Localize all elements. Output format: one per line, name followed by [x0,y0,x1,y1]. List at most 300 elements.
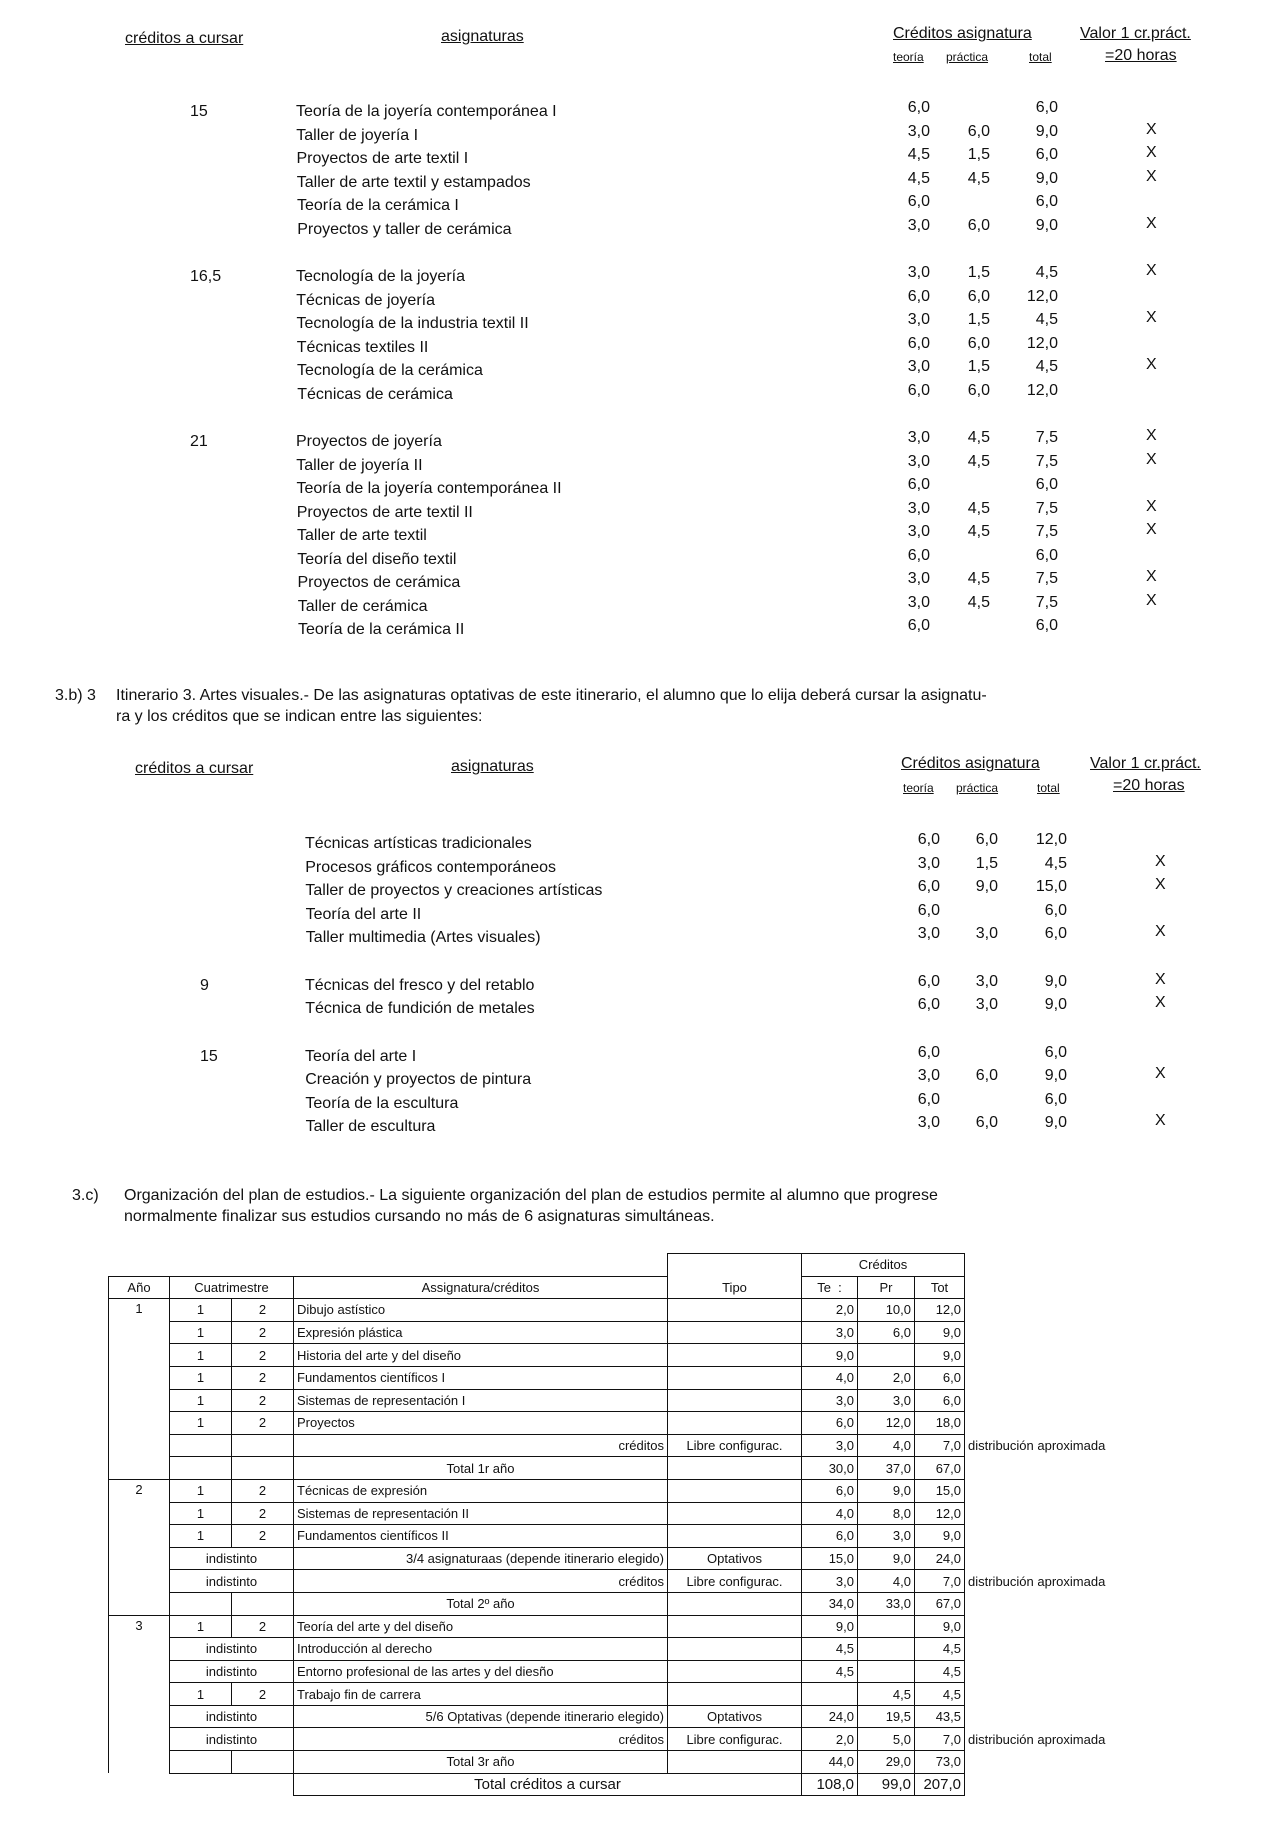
cell-cuatrimestre-1: 1 [170,1321,232,1344]
practica-mark: X [1146,120,1157,138]
table-row [109,1660,1155,1683]
subject-name: Técnicas artísticas tradicionales [305,835,532,852]
cell-note: distribución aproximada [968,1573,1106,1589]
subject-teoria: 3,0 [907,523,930,540]
subject-total: 7,5 [1035,523,1058,540]
practica-mark: X [1146,427,1157,444]
practica-mark: X [1146,167,1157,185]
subject-total: 15,0 [1035,878,1067,895]
cell-asignatura: Sistemas de representación II [294,1502,668,1525]
header-horas: =20 horas [1105,47,1177,64]
cell-cuatrimestre-2 [232,1434,294,1457]
cell-pr: 33,0 [858,1592,915,1615]
grand-total-row [109,1773,1155,1796]
subject-total: 4,5 [1035,311,1058,328]
subject-total: 9,0 [1035,122,1058,140]
subject-name: Taller multimedia (Artes visuales) [305,929,541,946]
subject-teoria: 3,0 [907,216,930,234]
cell-cuatrimestre-2 [232,1457,294,1480]
subject-teoria: 3,0 [907,570,930,587]
subject-practica: 4,5 [967,499,990,517]
cell-asignatura: 3/4 asignaturaas (depende itinerario elegido) [294,1547,668,1570]
cell-cuatrimestre-1: 1 [170,1615,232,1638]
header-practica: práctica [946,50,989,64]
subject-teoria: 3,0 [917,854,940,872]
group-credits: 15 [190,103,208,120]
practica-mark: X [1146,591,1157,609]
cell-cuatrimestre-1: 1 [170,1525,232,1548]
subject-practica: 4,5 [967,523,990,540]
cell-pr: 9,0 [858,1547,915,1570]
cell-tipo [668,1412,802,1435]
subject-name: Taller de proyectos y creaciones artísticas [305,882,603,899]
cell-tipo [668,1615,802,1638]
cell-asignatura: Entorno profesional de las artes y del diesño [294,1660,668,1683]
subject-total: 12,0 [1035,831,1067,848]
group-credits: 16,5 [190,268,222,285]
cell-pr [858,1660,915,1683]
cell-anio: 2 [109,1479,170,1502]
cell-note [965,1525,1155,1548]
table-header-row-creditos [109,1254,1155,1277]
cell-tipo [668,1389,802,1412]
cell-note: distribución aproximada [968,1438,1106,1454]
cell-note [965,1366,1155,1389]
header2-asignaturas: asignaturas [451,758,534,775]
cell-pr: 37,0 [858,1457,915,1480]
subject-total: 7,5 [1035,499,1058,517]
subject-name: Técnicas de joyería [296,291,435,309]
cell-note [965,1592,1155,1615]
cell-asignatura: Historia del arte y del diseño [294,1344,668,1367]
table-row [109,1299,1155,1322]
subject-teoria: 3,0 [907,358,930,375]
cell-anio [109,1570,170,1593]
cell-cuatrimestre: indistinto [170,1660,294,1683]
cell-tot: 73,0 [915,1751,965,1774]
table-row [109,1683,1155,1706]
cell-note [965,1412,1155,1435]
cell-tot: 9,0 [915,1615,965,1638]
subject-teoria: 4,5 [907,146,930,163]
subject-teoria: 3,0 [907,264,930,281]
subject-teoria: 6,0 [917,878,940,895]
cell-anio [109,1705,170,1728]
cell-cuatrimestre-2: 2 [232,1321,294,1344]
cell-asignatura: Técnicas de expresión [294,1479,668,1502]
cell-tipo [668,1479,802,1502]
cell-cuatrimestre-1: 1 [170,1299,232,1322]
cell-cuatrimestre-1: 1 [170,1389,232,1412]
cell-anio [109,1660,170,1683]
cell-asignatura: Sistemas de representación I [294,1389,668,1412]
practica-mark: X [1146,450,1157,468]
cell-asignatura: créditos [294,1434,668,1457]
cell-cuatrimestre-2: 2 [232,1389,294,1412]
subject-total: 9,0 [1044,996,1067,1013]
subject-total: 4,5 [1035,264,1058,281]
cell-tipo: Libre configurac. [668,1728,802,1751]
subject-total: 7,5 [1035,429,1058,446]
cell-asignatura: Fundamentos científicos II [294,1525,668,1548]
cell-te: 6,0 [802,1412,858,1435]
practica-mark: X [1155,1112,1166,1129]
cell-tipo [668,1299,802,1322]
cell-note [965,1751,1155,1774]
cell-tot: 7,0 [915,1728,965,1751]
practica-mark: X [1155,876,1166,893]
subject-teoria: 4,5 [907,169,930,187]
cell-anio: 1 [109,1299,170,1322]
cell-tot: 7,0 [915,1434,965,1457]
cell-note [965,1502,1155,1525]
table-row [109,1344,1155,1367]
cell-tipo: Libre configurac. [668,1434,802,1457]
cell-note [965,1457,1155,1480]
subject-total: 6,0 [1044,1043,1067,1061]
cell-tot: 9,0 [915,1344,965,1367]
cell-te: 3,0 [802,1321,858,1344]
subject-name: Proyectos y taller de cerámica [297,220,512,238]
cell-asignatura: Expresión plástica [294,1321,668,1344]
cell-pr: 19,5 [858,1705,915,1728]
cell-tot: 7,0 [915,1570,965,1593]
cell-note [965,1547,1155,1570]
cell-te: 4,0 [802,1502,858,1525]
practica-mark: X [1155,923,1166,940]
subject-teoria: 3,0 [907,499,930,517]
cell-te: 2,0 [802,1299,858,1322]
group-credits: 21 [190,433,208,450]
header2-creditos-a-cursar: créditos a cursar [135,760,254,777]
cell-anio [109,1389,170,1412]
cell-anio [109,1638,170,1661]
table-row [109,1547,1155,1570]
subject-name: Técnicas textiles II [296,338,429,356]
cell-cuatrimestre-2: 2 [232,1299,294,1322]
subject-total: 6,0 [1035,146,1058,163]
cell-note [965,1660,1155,1683]
subject-teoria: 3,0 [917,1067,940,1084]
section-3c-label: 3.c) [72,1187,99,1204]
subject-total: 6,0 [1044,1090,1067,1108]
cell-asignatura: Dibujo astístico [294,1299,668,1322]
header2-total: total [1037,781,1060,795]
cell-te: 6,0 [802,1479,858,1502]
cell-note [965,1479,1155,1502]
subject-teoria: 6,0 [907,546,930,564]
cell-te: 2,0 [802,1728,858,1751]
cell-asignatura: Fundamentos científicos I [294,1366,668,1389]
cell-tipo: Optativos [668,1547,802,1570]
cell-note [965,1389,1155,1412]
subject-name: Teoría de la joyería contemporánea II [296,480,562,497]
grand-total-label: Total créditos a cursar [294,1773,802,1796]
cell-note [965,1344,1155,1367]
cell-anio [109,1592,170,1615]
cell-cuatrimestre-2: 2 [232,1683,294,1706]
col-anio: Año [109,1276,170,1299]
col-te: Te : [802,1276,858,1299]
subject-total: 6,0 [1044,901,1067,919]
cell-cuatrimestre-2: 2 [232,1525,294,1548]
subject-name: Teoría de la cerámica I [297,197,459,214]
cell-pr: 3,0 [858,1525,915,1548]
cell-pr: 4,0 [858,1434,915,1457]
subject-total: 6,0 [1044,925,1067,942]
cell-anio [109,1728,170,1751]
cell-cuatrimestre-1: 1 [170,1344,232,1367]
cell-cuatrimestre: indistinto [170,1638,294,1661]
cell-cuatrimestre-1: 1 [170,1479,232,1502]
subject-name: Taller de cerámica [297,597,428,615]
subject-practica: 6,0 [975,1067,998,1084]
cell-tot: 4,5 [915,1660,965,1683]
cell-te: 4,0 [802,1366,858,1389]
cell-tipo [668,1366,802,1389]
table-row [109,1412,1155,1435]
cell-pr: 9,0 [858,1479,915,1502]
practica-mark: X [1146,144,1157,161]
subject-name: Taller de joyería II [296,456,423,474]
subject-name: Teoría de la cerámica II [298,621,465,638]
section-3c-line2: normalmente finalizar sus estudios cursando no más de 6 asignaturas simultáneas. [124,1208,715,1225]
cell-anio [109,1751,170,1774]
header-creditos-asignatura: Créditos asignatura [893,25,1032,42]
cell-tot: 6,0 [915,1389,965,1412]
subject-name: Técnicas de cerámica [297,385,453,403]
cell-pr [858,1638,915,1661]
table-row [109,1479,1155,1502]
practica-mark: X [1146,262,1157,279]
subject-name: Proyectos de cerámica [297,574,461,591]
cell-tipo: Optativos [668,1705,802,1728]
practica-mark: X [1155,852,1166,870]
cell-cuatrimestre-2: 2 [232,1412,294,1435]
cell-tot: 18,0 [915,1412,965,1435]
table-row [109,1728,1155,1751]
cell-anio [109,1321,170,1344]
cell-asignatura: Trabajo fin de carrera [294,1683,668,1706]
cell-cuatrimestre: indistinto [170,1547,294,1570]
cell-anio [109,1412,170,1435]
subject-total: 9,0 [1044,1067,1067,1084]
subject-name: Taller de joyería I [296,126,419,144]
subject-teoria: 6,0 [907,99,930,116]
subject-name: Proyectos de joyería [296,433,442,450]
cell-pr [858,1344,915,1367]
subject-practica: 1,5 [967,264,990,281]
subject-total: 6,0 [1035,99,1058,116]
subject-practica: 6,0 [967,334,990,352]
table-header-row [109,1276,1155,1299]
cell-anio [109,1457,170,1480]
cell-tot: 43,5 [915,1705,965,1728]
subject-total: 6,0 [1035,617,1058,634]
subject-practica: 9,0 [975,878,998,895]
subject-total: 6,0 [1035,193,1058,210]
section-3b-line2: ra y los créditos que se indican entre las siguientes: [116,708,483,725]
cell-cuatrimestre-1 [170,1457,232,1480]
subject-total: 12,0 [1026,334,1058,352]
cell-cuatrimestre: indistinto [170,1705,294,1728]
cell-pr: 12,0 [858,1412,915,1435]
header2-practica: práctica [956,781,999,795]
cell-cuatrimestre-1: 1 [170,1683,232,1706]
subject-total: 9,0 [1044,1114,1067,1131]
table-row [109,1638,1155,1661]
cell-tot: 6,0 [915,1366,965,1389]
cell-tot: 67,0 [915,1457,965,1480]
practica-mark: X [1155,1065,1166,1082]
header-total: total [1029,50,1052,64]
cell-te: 4,5 [802,1660,858,1683]
table-row [109,1592,1155,1615]
table-row [109,1366,1155,1389]
cell-pr: 4,5 [858,1683,915,1706]
subject-name: Teoría del diseño textil [297,550,457,568]
subject-teoria: 6,0 [917,972,940,990]
cell-cuatrimestre-1: 1 [170,1502,232,1525]
cell-total-label: Total 1r año [294,1457,668,1480]
subject-practica: 6,0 [967,122,990,140]
cell-note [965,1705,1155,1728]
subject-name: Procesos gráficos contemporáneos [305,858,556,876]
cell-cuatrimestre-2: 2 [232,1344,294,1367]
cell-pr: 5,0 [858,1728,915,1751]
cell-cuatrimestre: indistinto [170,1570,294,1593]
subject-teoria: 3,0 [907,122,930,140]
cell-pr: 10,0 [858,1299,915,1322]
subject-teoria: 3,0 [907,452,930,470]
section-3c-line1: Organización del plan de estudios.- La siguiente organización del plan de estudios permite al alumno que progrese [124,1187,938,1204]
cell-tipo [668,1321,802,1344]
table-row [109,1615,1155,1638]
practica-mark: X [1146,214,1157,232]
subject-total: 7,5 [1035,570,1058,587]
col-tipo: Tipo [668,1276,802,1299]
subject-name: Taller de arte textil [297,527,427,544]
cell-cuatrimestre-2 [232,1751,294,1774]
subject-name: Proyectos de arte textil I [296,150,469,167]
subject-practica: 6,0 [975,831,998,848]
cell-cuatrimestre-1 [170,1751,232,1774]
cell-anio [109,1525,170,1548]
subject-teoria: 6,0 [917,996,940,1013]
subject-name: Teoría de la joyería contemporánea I [296,103,557,120]
subject-practica: 1,5 [975,854,998,872]
cell-note [965,1615,1155,1638]
subject-teoria: 6,0 [907,617,930,634]
cell-tot: 67,0 [915,1592,965,1615]
cell-asignatura: Teoría del arte y del diseño [294,1615,668,1638]
practica-mark: X [1155,970,1166,988]
subject-practica: 6,0 [975,1114,998,1131]
cell-te: 9,0 [802,1615,858,1638]
col-tot: Tot [915,1276,965,1299]
cell-note [965,1638,1155,1661]
practica-mark: X [1146,521,1157,538]
subject-name: Taller de arte textil y estampados [296,173,531,191]
subject-total: 9,0 [1035,216,1058,234]
cell-tot: 15,0 [915,1479,965,1502]
subject-teoria: 3,0 [917,925,940,942]
cell-te: 34,0 [802,1592,858,1615]
subject-practica: 1,5 [967,311,990,328]
cell-te: 4,5 [802,1638,858,1661]
table-row [109,1705,1155,1728]
subject-teoria: 6,0 [907,334,930,352]
cell-asignatura: créditos [294,1728,668,1751]
grand-total-te: 108,0 [802,1773,858,1796]
cell-cuatrimestre-2 [232,1592,294,1615]
cell-cuatrimestre-2: 2 [232,1615,294,1638]
cell-total-label: Total 2º año [294,1592,668,1615]
practica-mark: X [1146,568,1157,585]
col-asignatura: Assignatura/créditos [294,1276,668,1299]
table-row [109,1389,1155,1412]
cell-te: 9,0 [802,1344,858,1367]
subject-teoria: 6,0 [907,287,930,305]
section-3b-line1: Itinerario 3. Artes visuales.- De las asignaturas optativas de este itinerario, el alumno que lo elija deberá cursar la asignatu- [116,687,987,704]
cell-te: 44,0 [802,1751,858,1774]
cell-tipo [668,1525,802,1548]
subject-name: Taller de escultura [305,1118,436,1135]
cell-tipo [668,1502,802,1525]
spacer [232,1773,294,1796]
grand-total-tot: 207,0 [915,1773,965,1796]
subject-total: 9,0 [1035,169,1058,187]
table-row [109,1570,1155,1593]
subject-practica: 3,0 [975,972,998,990]
cell-te: 24,0 [802,1705,858,1728]
subject-teoria: 3,0 [907,593,930,611]
cell-te: 3,0 [802,1389,858,1412]
subject-name: Tecnología de la joyería [296,268,465,285]
subject-teoria: 6,0 [907,193,930,210]
subject-total: 7,5 [1035,452,1058,470]
subject-teoria: 6,0 [907,381,930,399]
subject-total: 6,0 [1035,546,1058,564]
subject-total: 4,5 [1044,854,1067,872]
subject-total: 7,5 [1035,593,1058,611]
subject-practica: 1,5 [967,358,990,375]
cell-note: distribución aproximada [968,1731,1106,1747]
header-teoria: teoría [893,50,924,64]
subject-name: Tecnología de la industria textil II [296,315,529,332]
cell-tot: 9,0 [915,1321,965,1344]
cell-note [965,1321,1155,1344]
grand-total-pr: 99,0 [858,1773,915,1796]
cell-te: 3,0 [802,1434,858,1457]
study-plan-table [108,1253,1155,1796]
practica-mark: X [1155,994,1166,1011]
subject-teoria: 6,0 [917,1043,940,1061]
header2-teoria: teoría [903,781,934,795]
subject-total: 12,0 [1026,381,1058,399]
creditos-header: Créditos [802,1254,965,1277]
cell-tot: 24,0 [915,1547,965,1570]
cell-te: 6,0 [802,1525,858,1548]
header-asignaturas: asignaturas [441,28,524,45]
subject-practica: 4,5 [967,593,990,611]
cell-tot: 12,0 [915,1502,965,1525]
subject-name: Teoría de la escultura [305,1094,459,1112]
header-valor: Valor 1 cr.práct. [1080,25,1191,42]
subject-teoria: 6,0 [917,1090,940,1108]
subject-teoria: 3,0 [907,311,930,328]
table-row [109,1457,1155,1480]
